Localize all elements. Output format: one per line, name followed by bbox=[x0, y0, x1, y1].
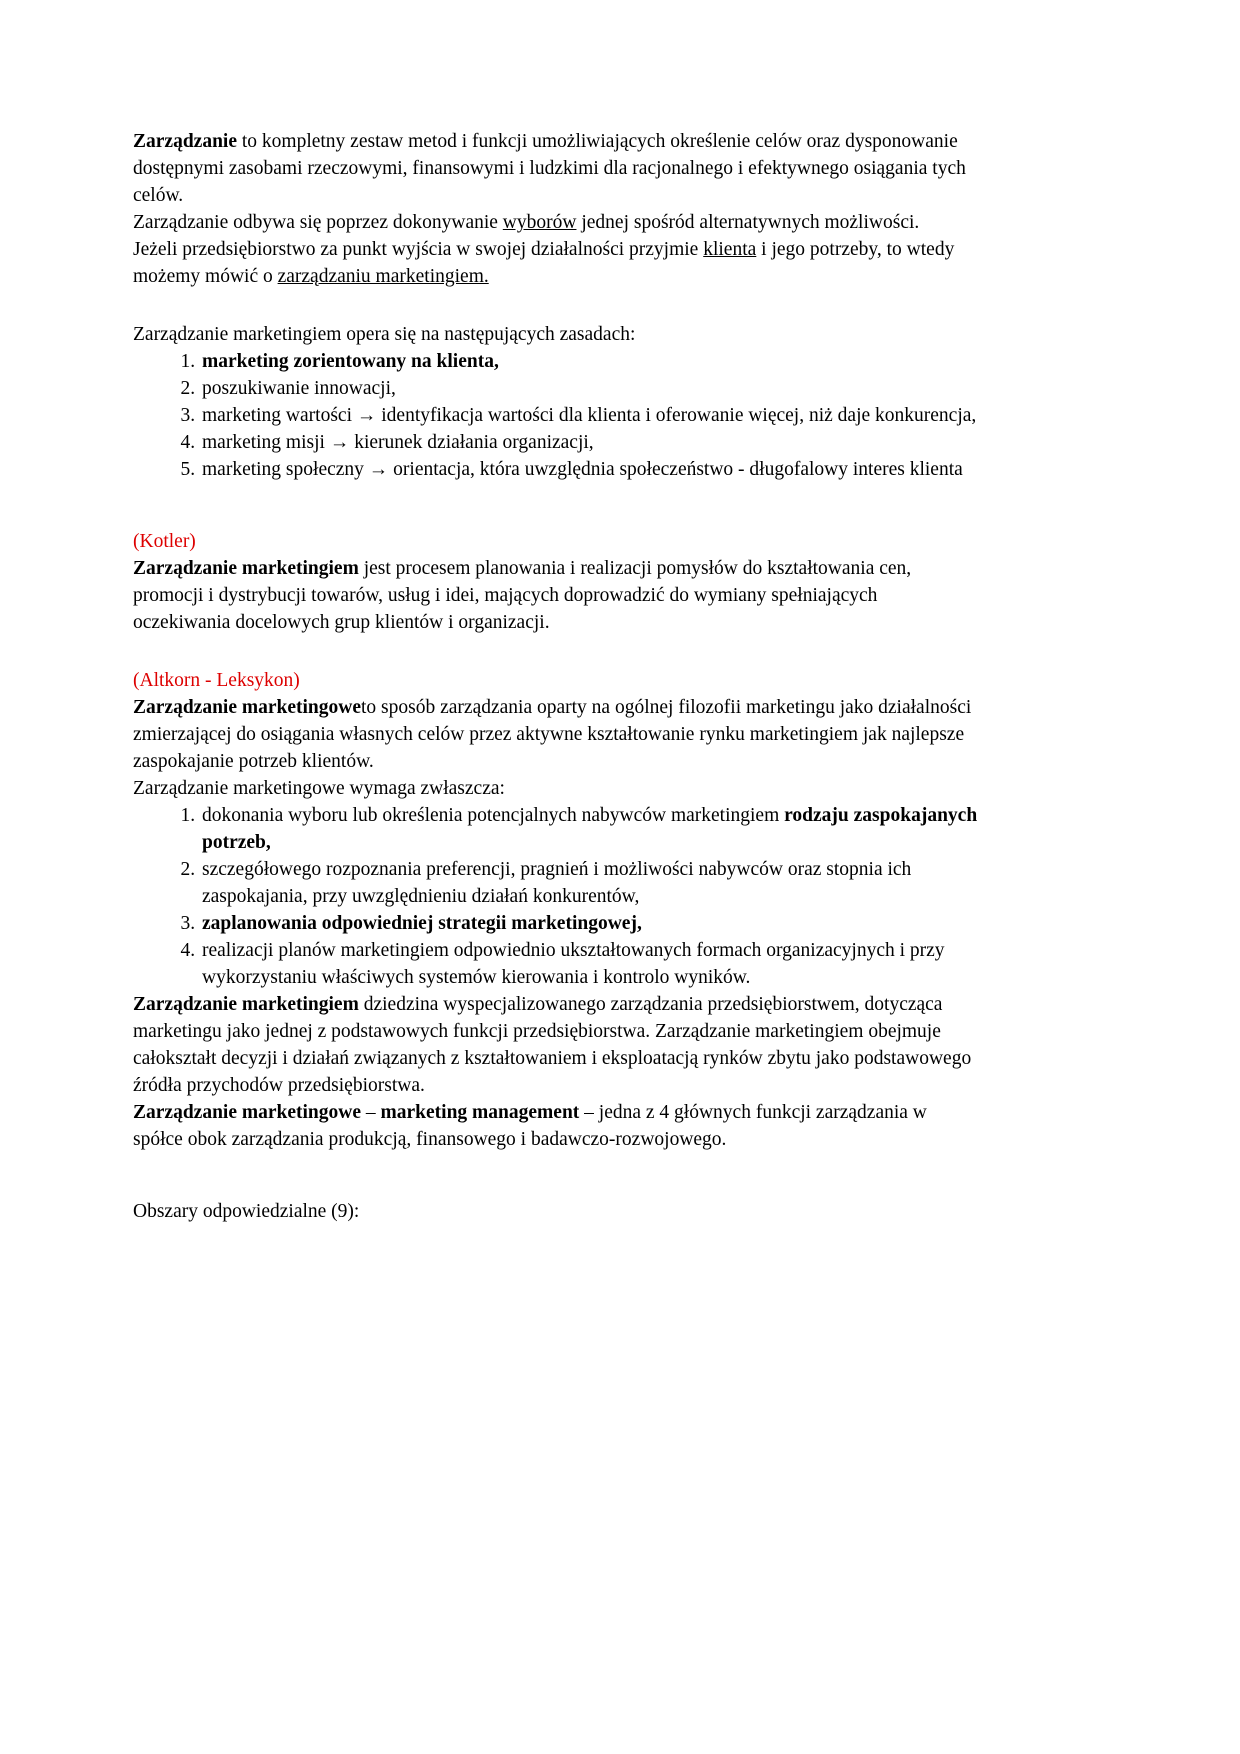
client-text-pre: Jeżeli przedsiębiorstwo za punkt wyjścia w swojej działalności przyjmie bbox=[133, 239, 704, 260]
definition-paragraph bbox=[133, 128, 978, 209]
requirement-text: dokonania wyboru lub określenia potencjalnych nabywców marketingiem bbox=[202, 805, 785, 826]
definition-text: to kompletny zestaw metod i funkcji umożliwiających określenie celów oraz dysponowanie dostępnymi zasobami rzeczowymi, finansowymi i ludzkimi dla racjonalnego i efektywnego osiągania tych celów. bbox=[133, 131, 966, 206]
altkorn-definition-text: to sposób zarządzania oparty na ogólnej filozofii marketingu jako działalności zmierzającej do osiągania własnych celów przez aktywne kształtowanie rynku marketingiem jak najlepsze zaspokajanie potrzeb klientów. bbox=[133, 697, 972, 772]
principle-text: poszukiwanie innowacji, bbox=[202, 378, 396, 399]
marketing-management-underlined-term: zarządzaniu marketingiem. bbox=[277, 266, 489, 287]
paragraph-spacer bbox=[133, 290, 978, 321]
list-item bbox=[200, 937, 978, 991]
list-item bbox=[200, 429, 978, 456]
marketing-management-field-term: Zarządzanie marketingiem bbox=[133, 994, 359, 1015]
marketing-management-field-paragraph bbox=[133, 991, 978, 1099]
list-item bbox=[200, 375, 978, 402]
requirement-text-bold: zaplanowania odpowiedniej strategii marketingowej, bbox=[202, 913, 642, 934]
client-paragraph bbox=[133, 236, 978, 290]
requirements-intro: Zarządzanie marketingowe wymaga zwłaszcza: bbox=[133, 778, 505, 799]
marketing-management-english-dash: – bbox=[361, 1102, 381, 1123]
choices-underlined-term: wyborów bbox=[502, 212, 577, 233]
client-underlined-term: klienta bbox=[703, 239, 757, 260]
kotler-definition-paragraph bbox=[133, 555, 978, 636]
list-item bbox=[200, 402, 978, 429]
principle-text: marketing zorientowany na klienta, bbox=[202, 351, 499, 372]
principle-text: marketing wartości → identyfikacja wartości dla klienta i oferowanie więcej, niż daje konkurencja, bbox=[202, 405, 977, 426]
kotler-definition-term: Zarządzanie marketingiem bbox=[133, 558, 359, 579]
list-item bbox=[200, 856, 978, 910]
requirement-text-bold: rodzaju zaspokajanych potrzeb, bbox=[202, 805, 978, 853]
requirement-text: szczegółowego rozpoznania preferencji, pragnień i możliwości nabywców oraz stopnia ich zaspokajania, przy uwzględnieniu działań konkurentów, bbox=[202, 859, 912, 907]
paragraph-spacer bbox=[133, 483, 978, 528]
list-item bbox=[200, 802, 978, 856]
list-item bbox=[200, 348, 978, 375]
marketing-management-field-text: dziedzina wyspecjalizowanego zarządzania przedsiębiorstwem, dotycząca marketingu jako jednej z podstawowych funkcji przedsiębiorstwa. Zarządzanie marketingiem obejmuje całokształt decyzji i działań związanych z kształtowaniem i eksploatacją rynków zbytu jako podstawowego źródła przychodów przedsiębiorstwa. bbox=[133, 994, 972, 1096]
paragraph-spacer bbox=[133, 636, 978, 667]
responsibility-areas-heading: Obszary odpowiedzialne (9): bbox=[133, 1201, 360, 1222]
list-item bbox=[200, 456, 978, 483]
marketing-management-english-term: Zarządzanie marketingowe bbox=[133, 1102, 362, 1123]
altkorn-heading: (Altkorn - Leksykon) bbox=[133, 670, 300, 691]
principles-intro: Zarządzanie marketingiem opera się na następujących zasadach: bbox=[133, 324, 636, 345]
requirement-text: realizacji planów marketingiem odpowiednio ukształtowanych formach organizacyjnych i przy wykorzystaniu właściwych systemów kierowania i kontrolo wyników. bbox=[202, 940, 945, 988]
altkorn-definition-paragraph bbox=[133, 694, 978, 775]
list-item bbox=[200, 910, 978, 937]
kotler-definition-text: jest procesem planowania i realizacji pomysłów do kształtowania cen, promocji i dystrybucji towarów, usług i idei, mających doprowadzić do wymiany spełniających oczekiwania docelowych grup klientów i organizacji. bbox=[133, 558, 912, 633]
principle-text: marketing społeczny → orientacja, która uwzględnia społeczeństwo - długofalowy interes klienta bbox=[202, 459, 963, 480]
principle-text: marketing misji → kierunek działania organizacji, bbox=[202, 432, 594, 453]
definition-term: Zarządzanie bbox=[133, 131, 237, 152]
choices-text-pre: Zarządzanie odbywa się poprzez dokonywanie bbox=[133, 212, 503, 233]
choices-paragraph bbox=[133, 209, 978, 236]
principles-list bbox=[133, 348, 978, 483]
client-text-mid: i jego potrzeby, to wtedy możemy mówić o bbox=[133, 239, 955, 287]
marketing-management-english-paragraph bbox=[133, 1099, 978, 1153]
altkorn-definition-term: Zarządzanie marketingowe bbox=[133, 697, 362, 718]
kotler-heading: (Kotler) bbox=[133, 531, 196, 552]
marketing-management-english-text: – jedna z 4 głównych funkcji zarządzania w spółce obok zarządzania produkcją, finansowego i badawczo-rozwojowego. bbox=[133, 1102, 927, 1150]
marketing-management-english-name: marketing management bbox=[380, 1102, 580, 1123]
requirements-list bbox=[133, 802, 978, 991]
choices-text-post: jednej spośród alternatywnych możliwości. bbox=[576, 212, 920, 233]
paragraph-spacer bbox=[133, 1153, 978, 1198]
